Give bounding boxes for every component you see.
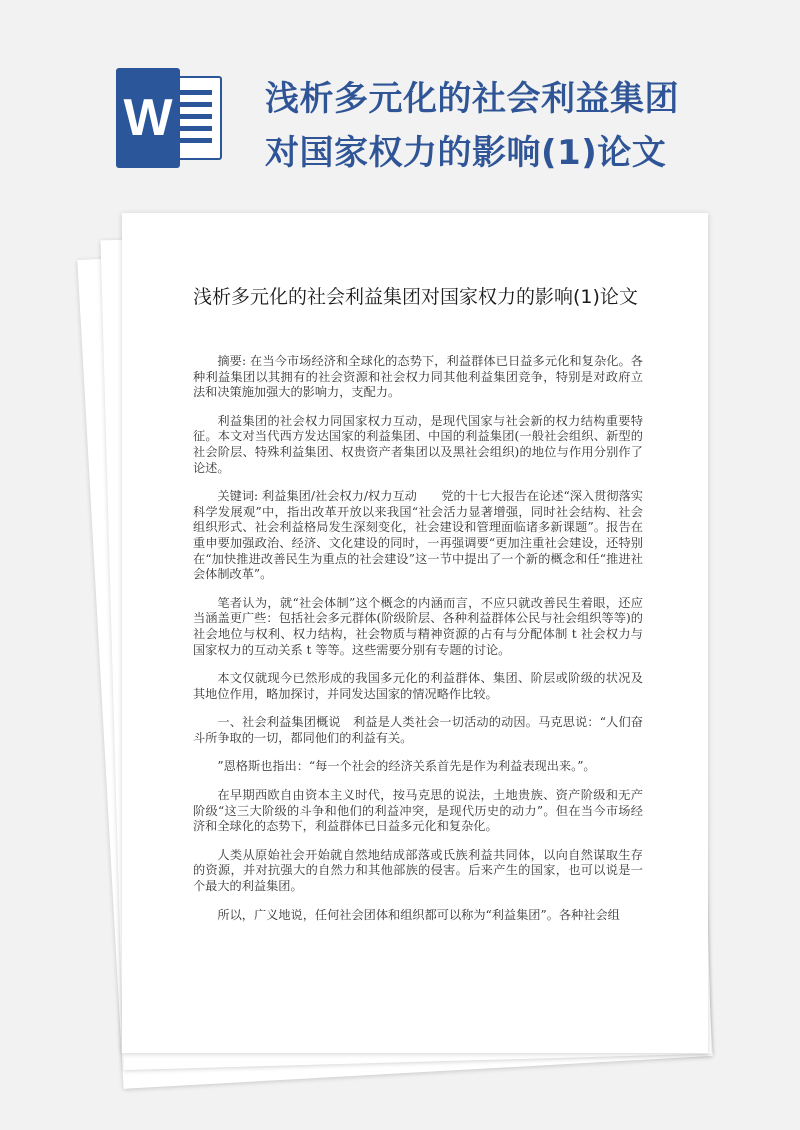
paragraph: 人类从原始社会开始就自然地结成部落或氏族利益共同体，以向自然谋取生存的资源，并对抗强大的自然力和其他部族的侵害。后来产生的国家，也可以说是一个最大的利益集团。 — [193, 847, 643, 894]
document-title: 浅析多元化的社会利益集团对国家权力的影响(1)论文 — [193, 286, 638, 308]
paragraph: 关键词: 利益集团/社会权力/权力互动 党的十七大报告在论述“深入贯彻落实科学发展观”中，指出改革开放以来我国“社会活力显著增强，同时社会结构、社会组织形式、社会利益格局发生深刻变化，社会建设和管理面临诸多新课题”。报告在重申要加强政治、经济、文化建设的同时，一再强调要“更加注重社会建设，还特别在“加快推进改善民生为重点的社会建设”这一节中提出了一个新的概念和任“推进社会体制改革”。 — [193, 489, 643, 582]
paragraph: 笔者认为，就“社会体制”这个概念的内涵而言，不应只就改善民生着眼，还应当涵盖更广些：包括社会多元群体(阶级阶层、各种利益群体公民与社会组织等等)的社会地位与权利、权力结构，社会物质与精神资源的占有与分配体制 t 社会权力与国家权力的互动关系 t 等等。这些需要分别有专题的讨论。 — [193, 595, 643, 657]
paragraph: 在早期西欧自由资本主义时代，按马克思的说法，土地贵族、资产阶级和无产阶级“这三大阶级的斗争和他们的利益冲突，是现代历史的动力”。但在当今市场经济和全球化的态势下，利益群体已日益多元化和复杂化。 — [193, 788, 643, 834]
paragraph: 摘要: 在当今市场经济和全球化的态势下，利益群体已日益多元化和复杂化。各种利益集团以其拥有的社会资源和社会权力同其他利益集团竞争，特别是对政府立法和决策施加强大的影响力，支配力。 — [193, 354, 643, 400]
paragraph: 一、社会利益集团概说 利益是人类社会一切活动的动因。马克思说：“人们奋斗所争取的一切，都同他们的利益有关。 — [193, 715, 643, 745]
paragraph: 所以，广义地说，任何社会团体和组织都可以称为“利益集团”。各种社会组 — [217, 907, 620, 922]
document-body — [193, 354, 643, 936]
paragraph: 利益集团的社会权力同国家权力互动，是现代国家与社会新的权力结构重要特征。本文对当代西方发达国家的利益集团、中国的利益集团(一般社会组织、新型的社会阶层、特殊利益集团、权贵资产者集团以及黑社会组织)的地位与作用分别作了论述。 — [193, 413, 643, 475]
header-title: 浅析多元化的社会利益集团对国家权力的影响(1)论文 — [265, 79, 679, 173]
paragraph: 本文仅就现今已然形成的我国多元化的利益群体、集团、阶层或阶级的状况及其地位作用，略加探讨，并同发达国家的情况略作比较。 — [193, 671, 643, 701]
word-icon-letter: W — [116, 68, 180, 168]
paragraph: ”恩格斯也指出：“每一个社会的经济关系首先是作为利益表现出来。”。 — [217, 759, 596, 774]
word-icon — [116, 68, 224, 168]
